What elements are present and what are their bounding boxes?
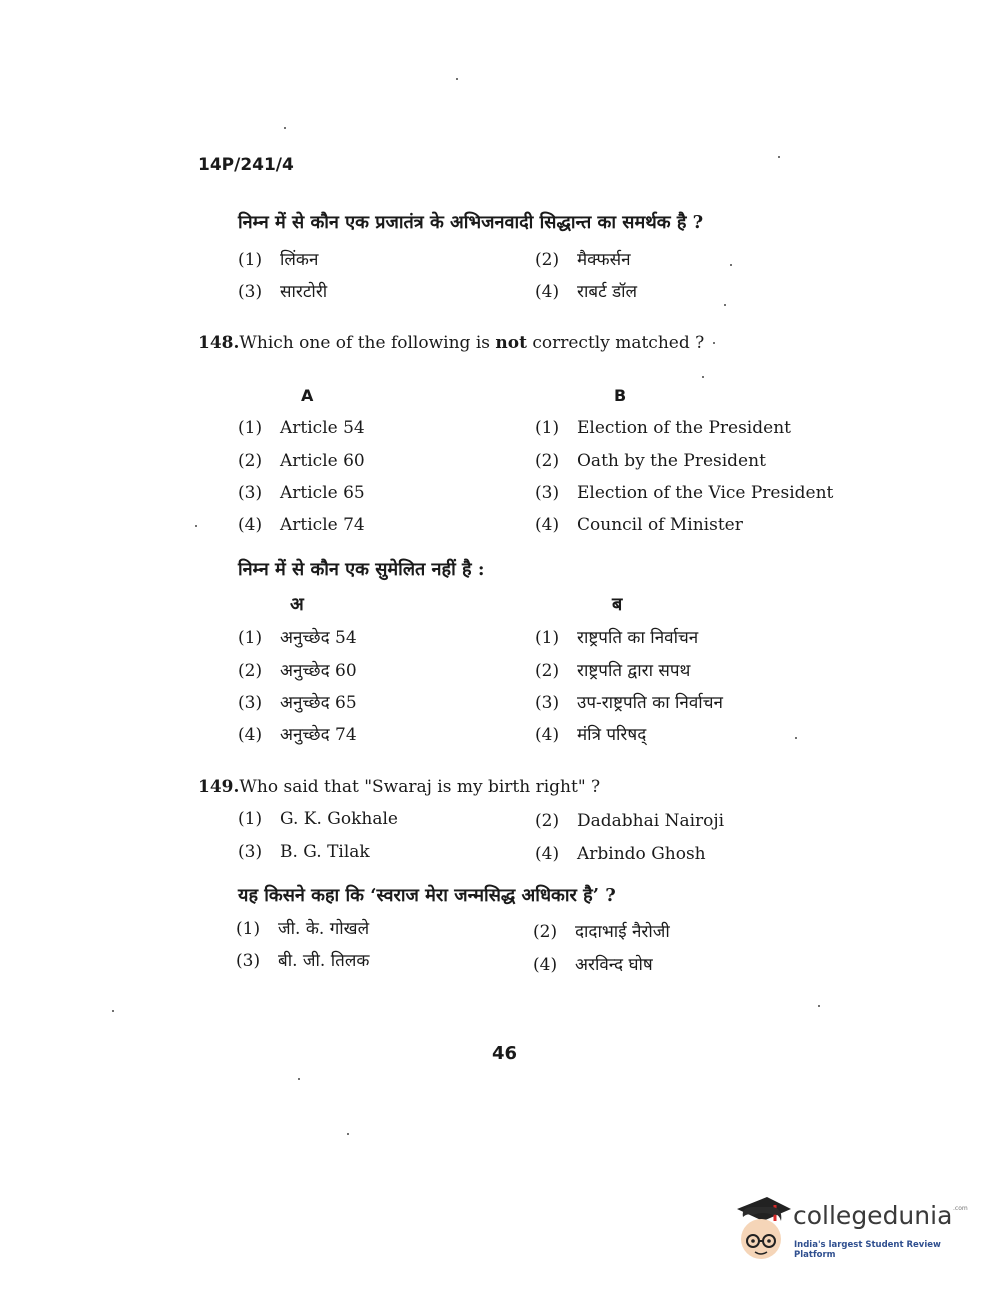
q148-a-item-3: (3) Article 65 xyxy=(238,483,365,503)
q148-column-a-heading: A xyxy=(301,386,314,405)
scan-speck xyxy=(195,525,197,527)
scan-speck xyxy=(795,737,797,739)
collegedunia-tagline: India's largest Student Review Platform xyxy=(794,1240,941,1260)
q148-b-item-4: (4) Council of Minister xyxy=(535,515,743,535)
q149-hindi-question: यह किसने कहा कि ‘स्वराज मेरा जन्मसिद्ध अधिकार है’ ? xyxy=(238,885,616,906)
scan-speck xyxy=(713,342,715,344)
q148-hindi-b-item-1: (1) राष्ट्रपति का निर्वाचन xyxy=(535,628,699,648)
q148-hindi-b-item-4: (4) मंत्रि परिषद् xyxy=(535,725,647,745)
q149-question: 149.Who said that "Swaraj is my birth right" ? xyxy=(198,777,601,797)
q149-option-4: (4) Arbindo Ghosh xyxy=(535,844,706,864)
collegedunia-brand-suffix: .com xyxy=(953,1205,968,1212)
scan-speck xyxy=(702,376,704,378)
q147-hindi-option-3: (3) सारटोरी xyxy=(238,282,328,302)
q148-hindi-a-item-4: (4) अनुच्छेद 74 xyxy=(238,725,357,745)
q148-hindi-b-item-3: (3) उप-राष्ट्रपति का निर्वाचन xyxy=(535,693,723,713)
q148-b-item-1: (1) Election of the President xyxy=(535,418,791,438)
q148-hindi-b-item-2: (2) राष्ट्रपति द्वारा सपथ xyxy=(535,661,691,681)
q149-hindi-option-4: (4) अरविन्द घोष xyxy=(533,955,653,975)
q149-hindi-option-3: (3) बी. जी. तिलक xyxy=(236,951,370,971)
page-number: 46 xyxy=(492,1043,518,1064)
q149-option-3: (3) B. G. Tilak xyxy=(238,842,370,862)
mascot-icon xyxy=(733,1195,793,1263)
q148-hindi-column-a-heading: अ xyxy=(290,594,304,615)
scan-speck xyxy=(778,156,780,158)
q148-hindi-a-item-2: (2) अनुच्छेद 60 xyxy=(238,661,357,681)
q148-column-b-heading: B xyxy=(614,386,627,405)
q148-hindi-a-item-1: (1) अनुच्छेद 54 xyxy=(238,628,357,648)
scan-speck xyxy=(298,1078,300,1080)
scan-speck xyxy=(724,304,726,306)
q148-a-item-4: (4) Article 74 xyxy=(238,515,365,535)
collegedunia-brand-text: collegedunia xyxy=(793,1201,953,1230)
q147-hindi-option-4: (4) राबर्ट डॉल xyxy=(535,282,638,302)
q149-hindi-option-1: (1) जी. के. गोखले xyxy=(236,919,370,939)
q147-hindi-question: निम्न में से कौन एक प्रजातंत्र के अभिजनवादी सिद्धान्त का समर्थक है ? xyxy=(238,212,704,233)
scan-speck xyxy=(730,264,732,266)
q148-b-item-3: (3) Election of the Vice President xyxy=(535,483,834,503)
q148-a-item-1: (1) Article 54 xyxy=(238,418,365,438)
q148-a-item-2: (2) Article 60 xyxy=(238,451,365,471)
scan-speck xyxy=(456,78,458,80)
scan-speck xyxy=(818,1005,820,1007)
q147-hindi-option-1: (1) लिंकन xyxy=(238,250,319,270)
q148-question: 148.Which one of the following is not correctly matched ? xyxy=(198,333,705,353)
q148-hindi-a-item-3: (3) अनुच्छेद 65 xyxy=(238,693,357,713)
q149-hindi-option-2: (2) दादाभाई नैरोजी xyxy=(533,922,670,942)
scan-speck xyxy=(347,1133,349,1135)
collegedunia-logo xyxy=(733,1195,968,1263)
q149-option-2: (2) Dadabhai Nairoji xyxy=(535,811,725,831)
q148-b-item-2: (2) Oath by the President xyxy=(535,451,766,471)
q148-hindi-column-b-heading: ब xyxy=(612,594,623,615)
scan-speck xyxy=(112,1010,114,1012)
scan-speck xyxy=(284,127,286,129)
q147-hindi-option-2: (2) मैक्फर्सन xyxy=(535,250,631,270)
q148-hindi-question: निम्न में से कौन एक सुमेलित नहीं है : xyxy=(238,559,485,580)
paper-code: 14P/241/4 xyxy=(198,155,294,175)
q149-option-1: (1) G. K. Gokhale xyxy=(238,809,398,829)
